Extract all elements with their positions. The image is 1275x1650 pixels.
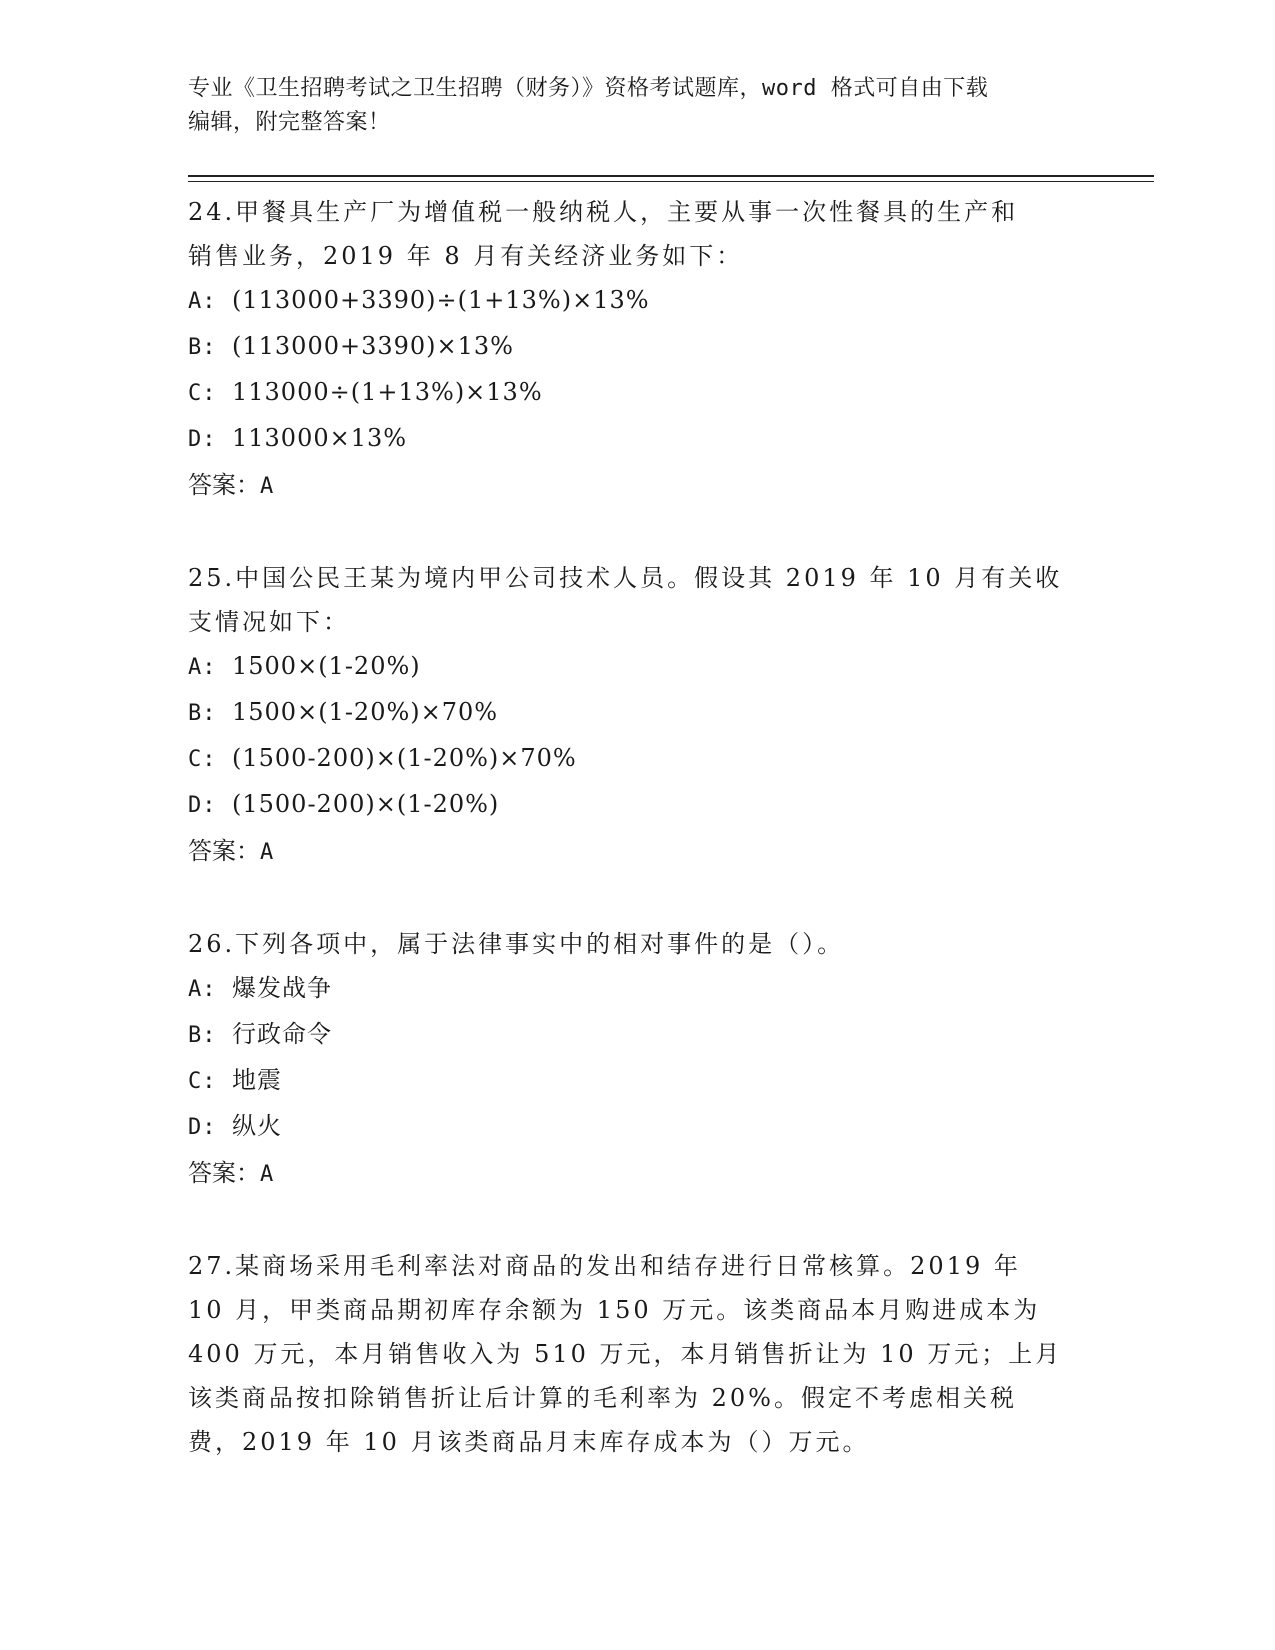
option-text: (1500-200)×(1-20%)×70%: [232, 744, 577, 772]
question-text: 销售业务，2019 年 8 月有关经济业务如下：: [188, 242, 744, 270]
option-d: [188, 416, 1088, 462]
answer-line: [188, 1150, 1088, 1198]
option-a: [188, 966, 1088, 1012]
question-text: 该类商品按扣除销售折让后计算的毛利率为 20%。假定不考虑相关税: [188, 1384, 1017, 1412]
question-text: 费，2019 年 10 月该类商品月末库存成本为（）万元。: [188, 1428, 870, 1456]
option-text: 113000×13%: [232, 424, 408, 452]
option-text: 113000÷(1+13%)×13%: [232, 378, 543, 406]
question-26: [188, 922, 1088, 1198]
answer-value: A: [260, 474, 274, 499]
answer-line: [188, 828, 1088, 876]
answer-label: 答案：: [188, 1159, 260, 1187]
option-label: B:: [188, 701, 217, 726]
option-label: C:: [188, 1069, 217, 1094]
option-label: D:: [188, 1115, 217, 1140]
option-label: A:: [188, 977, 217, 1002]
question-text: 26.下列各项中，属于法律事实中的相对事件的是（）。: [188, 930, 845, 958]
answer-label: 答案：: [188, 471, 260, 499]
option-text: 1500×(1-20%): [232, 652, 421, 680]
option-text: 纵火: [232, 1112, 282, 1140]
option-text: (113000+3390)×13%: [232, 332, 514, 360]
answer-label: 答案：: [188, 837, 260, 865]
option-text: (1500-200)×(1-20%): [232, 790, 500, 818]
option-d: [188, 1104, 1088, 1150]
option-label: B:: [188, 1023, 217, 1048]
question-25: [188, 556, 1088, 876]
option-b: [188, 690, 1088, 736]
option-label: D:: [188, 427, 217, 452]
header-divider-thin: [188, 181, 1154, 182]
option-label: A:: [188, 289, 217, 314]
question-text: 25.中国公民王某为境内甲公司技术人员。假设其 2019 年 10 月有关收: [188, 564, 1063, 592]
option-b: [188, 1012, 1088, 1058]
question-text: 10 月，甲类商品期初库存余额为 150 万元。该类商品本月购进成本为: [188, 1296, 1041, 1324]
option-b: [188, 324, 1088, 370]
option-label: C:: [188, 747, 217, 772]
option-c: [188, 736, 1088, 782]
answer-value: A: [260, 1162, 274, 1187]
option-label: A:: [188, 655, 217, 680]
spacer: [188, 1198, 1088, 1244]
spacer: [188, 510, 1088, 556]
option-text: (113000+3390)÷(1+13%)×13%: [232, 286, 650, 314]
option-c: [188, 370, 1088, 416]
question-text: 400 万元，本月销售收入为 510 万元，本月销售折让为 10 万元；上月: [188, 1340, 1063, 1368]
option-text: 1500×(1-20%)×70%: [232, 698, 499, 726]
question-text: 27.某商场采用毛利率法对商品的发出和结存进行日常核算。2019 年: [188, 1252, 1021, 1280]
option-text: 地震: [232, 1066, 282, 1094]
option-d: [188, 782, 1088, 828]
answer-value: A: [260, 840, 274, 865]
question-text: 支情况如下：: [188, 608, 350, 636]
header-line: 编辑，附完整答案！: [188, 110, 391, 135]
option-label: C:: [188, 381, 217, 406]
header-divider-thick: [188, 175, 1154, 177]
option-label: B:: [188, 335, 217, 360]
option-a: [188, 644, 1088, 690]
spacer: [188, 876, 1088, 922]
header-line: 专业《卫生招聘考试之卫生招聘（财务）》资格考试题库，word 格式可自由下载: [188, 76, 989, 101]
option-text: 爆发战争: [232, 974, 332, 1002]
answer-line: [188, 462, 1088, 510]
question-24: [188, 190, 1088, 510]
document-header: [188, 72, 1088, 140]
option-label: D:: [188, 793, 217, 818]
option-c: [188, 1058, 1088, 1104]
option-a: [188, 278, 1088, 324]
option-text: 行政命令: [232, 1020, 332, 1048]
question-text: 24.甲餐具生产厂为增值税一般纳税人，主要从事一次性餐具的生产和: [188, 198, 1019, 226]
question-27: [188, 1244, 1088, 1464]
question-list: [188, 190, 1088, 1464]
